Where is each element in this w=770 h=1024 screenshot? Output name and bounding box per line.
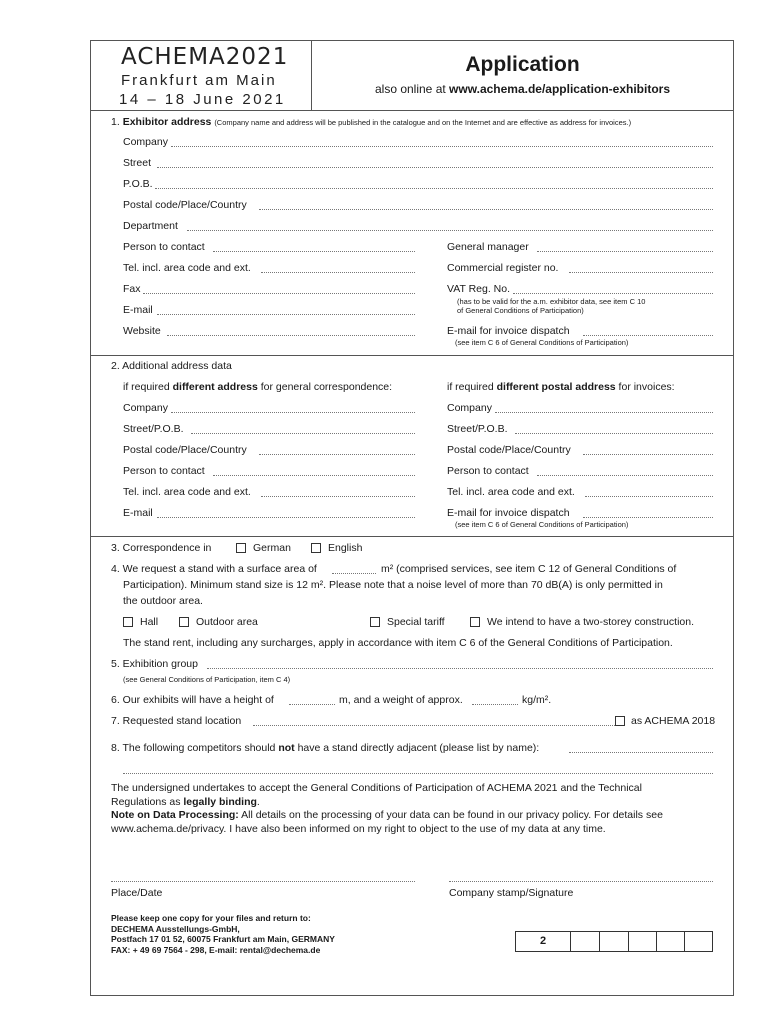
- exhibition-group-field[interactable]: [207, 668, 713, 669]
- competitors-field-2[interactable]: [123, 773, 713, 774]
- terms-l2-pre: Regulations as: [111, 795, 184, 808]
- s6-a: 6. Our exhibits will have a height of: [111, 694, 274, 706]
- online-note: [312, 82, 733, 96]
- s2-street-label-right: Street/P.O.B.: [447, 423, 508, 435]
- hall-label: Hall: [140, 616, 159, 628]
- s2-company-label-right: Company: [447, 402, 492, 414]
- application-form: [90, 40, 734, 996]
- s2-left-bold: different address: [172, 381, 258, 393]
- s1-fax-field[interactable]: [143, 293, 415, 294]
- code-box[interactable]: [656, 931, 685, 952]
- s2-postal-label: Postal code/Place/Country: [123, 444, 247, 456]
- german-checkbox[interactable]: [236, 543, 246, 553]
- terms-paragraph: [111, 782, 711, 836]
- s2-postal-label-right: Postal code/Place/Country: [447, 444, 571, 456]
- code-box[interactable]: [570, 931, 600, 952]
- logo-block: [91, 41, 312, 111]
- code-box[interactable]: [599, 931, 629, 952]
- s1-invoice-email-field[interactable]: [583, 335, 713, 336]
- s2-postal-field-right[interactable]: [583, 454, 713, 455]
- s2-invoice-email-field[interactable]: [583, 517, 713, 518]
- s2-street-field-right[interactable]: [515, 433, 713, 434]
- section-1-title: Exhibitor address: [122, 116, 212, 128]
- terms-line-3: [111, 809, 711, 823]
- s6-b: m, and a weight of approx.: [339, 694, 463, 706]
- weight-field[interactable]: [472, 704, 518, 705]
- s2-contact-field-right[interactable]: [537, 475, 713, 476]
- section-2-title: 2. Additional address data: [111, 360, 232, 372]
- stamp-signature-label: Company stamp/Signature: [449, 887, 574, 899]
- terms-line-1: The undersigned undertakes to accept the General Conditions of Participation of ACHEMA 2021 and the Technical: [111, 782, 642, 794]
- s1-fax-label: Fax: [123, 283, 141, 295]
- s2-company-field[interactable]: [171, 412, 415, 413]
- terms-l2-post: .: [256, 795, 260, 808]
- return-address: [111, 913, 335, 955]
- footer-line-4: FAX: + 49 69 7564 - 298, E-mail: rental@dechema.de: [111, 944, 321, 955]
- s2-left-post: for general correspondence:: [257, 381, 393, 393]
- place-date-label: Place/Date: [111, 887, 163, 899]
- achema-2018-label: as ACHEMA 2018: [631, 715, 716, 727]
- s1-contact-field[interactable]: [213, 251, 415, 252]
- divider: [91, 536, 733, 537]
- german-label: German: [253, 542, 291, 554]
- footer-line-2: DECHEMA Ausstellungs-GmbH,: [111, 923, 240, 934]
- terms-line-4: www.achema.de/privacy. I have also been informed on my right to object to the use of my data at any time.: [111, 822, 606, 835]
- s8-post: have a stand directly adjacent (please list by name):: [294, 742, 540, 754]
- s7-label: 7. Requested stand location: [111, 715, 242, 727]
- s2-email-field[interactable]: [157, 517, 415, 518]
- event-city: Frankfurt am Main: [121, 72, 277, 89]
- online-prefix: also online at: [374, 82, 450, 96]
- s2-contact-label-right: Person to contact: [447, 465, 529, 477]
- s1-pob-field[interactable]: [155, 188, 713, 189]
- event-dates: 14 – 18 June 2021: [119, 91, 286, 108]
- s1-company-label: Company: [123, 136, 168, 148]
- s8-pre: 8. The following competitors should: [111, 742, 279, 754]
- footer-line-3: Postfach 17 01 52, 60075 Frankfurt am Main, GERMANY: [111, 934, 335, 944]
- divider: [91, 355, 733, 356]
- s2-tel-field[interactable]: [261, 496, 415, 497]
- s1-department-field[interactable]: [187, 230, 713, 231]
- online-url-link[interactable]: www.achema.de/application-exhibitors: [449, 82, 670, 96]
- s2-tel-field-right[interactable]: [585, 496, 713, 497]
- height-field[interactable]: [289, 704, 335, 705]
- s1-street-field[interactable]: [157, 167, 713, 168]
- s1-website-label: Website: [123, 325, 161, 337]
- s1-register-label: Commercial register no.: [447, 262, 559, 274]
- s1-invoice-email-label: E-mail for invoice dispatch: [447, 325, 570, 337]
- s1-register-field[interactable]: [569, 272, 713, 273]
- s1-email-label: E-mail: [123, 304, 153, 316]
- s1-gm-field[interactable]: [537, 251, 713, 252]
- code-box[interactable]: [628, 931, 657, 952]
- section-1-note: (Company name and address will be published in the catalogue and on the Internet and are effective as address for invoices.): [214, 118, 632, 127]
- s1-vat-note-1: (has to be valid for the a.m. exhibitor data, see item C 10: [457, 297, 646, 306]
- two-storey-label: We intend to have a two-storey construction.: [487, 616, 694, 628]
- s2-company-label: Company: [123, 402, 168, 414]
- s2-postal-field[interactable]: [259, 454, 415, 455]
- s1-postal-field[interactable]: [259, 209, 713, 210]
- form-header: [91, 41, 733, 111]
- achema-logo: ACHEMA2021: [121, 44, 289, 70]
- stand-location-field[interactable]: [253, 725, 615, 726]
- s3-label: 3. Correspondence in: [111, 542, 212, 554]
- terms-l3-post: All details on the processing of your data can be found in our privacy policy. For details see: [238, 809, 663, 821]
- s2-left-pre: if required: [123, 381, 173, 393]
- competitors-field[interactable]: [569, 752, 713, 753]
- s2-right-post: for invoices:: [615, 381, 675, 393]
- terms-line-2: [111, 796, 711, 810]
- s2-invoice-email-label: E-mail for invoice dispatch: [447, 507, 570, 519]
- s2-left-heading: [123, 381, 392, 394]
- english-checkbox[interactable]: [311, 543, 321, 553]
- s2-invoice-note: (see item C 6 of General Conditions of Participation): [455, 520, 629, 529]
- s5-note: (see General Conditions of Participation, item C 4): [123, 675, 291, 684]
- s1-tel-field[interactable]: [261, 272, 415, 273]
- s4-line1-a: 4. We request a stand with a surface area of: [111, 563, 317, 575]
- s1-pob-label: P.O.B.: [123, 178, 153, 190]
- english-label: English: [328, 542, 363, 554]
- page-number: 2: [515, 931, 571, 952]
- two-storey-checkbox[interactable]: [470, 617, 480, 627]
- stand-area-field[interactable]: [332, 573, 376, 574]
- s4-line1-b: m² (comprised services, see item C 12 of General Conditions of: [381, 563, 677, 575]
- s1-company-field[interactable]: [171, 146, 713, 147]
- s2-street-label: Street/P.O.B.: [123, 423, 184, 435]
- page-title: Application: [465, 53, 580, 76]
- s2-contact-field[interactable]: [213, 475, 415, 476]
- footer-line-1: Please keep one copy for your files and return to:: [111, 913, 311, 923]
- s8-bold: not: [278, 742, 295, 754]
- stand-rent-note: The stand rent, including any surcharges, apply in accordance with item C 6 of the General Conditions of Participation.: [123, 637, 673, 649]
- terms-l3-bold: Note on Data Processing:: [111, 809, 239, 821]
- s1-street-label: Street: [123, 157, 152, 169]
- terms-l2-bold: legally binding: [183, 795, 257, 808]
- s1-postal-label: Postal code/Place/Country: [123, 199, 247, 211]
- s1-vat-label: VAT Reg. No.: [447, 283, 511, 295]
- s5-label: 5. Exhibition group: [111, 658, 198, 670]
- s2-street-field[interactable]: [191, 433, 415, 434]
- s2-tel-label: Tel. incl. area code and ext.: [123, 486, 251, 498]
- s2-tel-label-right: Tel. incl. area code and ext.: [447, 486, 575, 498]
- special-tariff-checkbox[interactable]: [370, 617, 380, 627]
- s4-line2: Participation). Minimum stand size is 12 m². Please note that a noise level of more than 70 dB(A) is only permitted in: [123, 579, 663, 591]
- outdoor-checkbox[interactable]: [179, 617, 189, 627]
- achema-2018-checkbox[interactable]: [615, 716, 625, 726]
- s6-c: kg/m².: [522, 694, 552, 706]
- s1-tel-label: Tel. incl. area code and ext.: [123, 262, 251, 274]
- hall-checkbox[interactable]: [123, 617, 133, 627]
- place-date-field[interactable]: [111, 881, 415, 882]
- s1-department-label: Department: [123, 220, 178, 232]
- s1-contact-label: Person to contact: [123, 241, 205, 253]
- outdoor-label: Outdoor area: [196, 616, 258, 628]
- s8-label: [111, 742, 539, 755]
- s1-website-field[interactable]: [167, 335, 415, 336]
- s1-invoice-note: (see item C 6 of General Conditions of Participation): [455, 338, 629, 347]
- s2-right-heading: [447, 381, 675, 394]
- special-tariff-label: Special tariff: [387, 616, 445, 628]
- s2-company-field-right[interactable]: [495, 412, 713, 413]
- s1-email-field[interactable]: [157, 314, 415, 315]
- s2-right-bold: different postal address: [496, 381, 616, 393]
- signature-field[interactable]: [449, 881, 713, 882]
- s2-right-pre: if required: [447, 381, 497, 393]
- s1-vat-field[interactable]: [513, 293, 713, 294]
- code-box[interactable]: [684, 931, 713, 952]
- s1-gm-label: General manager: [447, 241, 529, 253]
- section-1-heading: [111, 116, 631, 129]
- s1-vat-note-2: of General Conditions of Participation): [457, 306, 584, 315]
- section-1-number: 1.: [111, 116, 120, 128]
- s2-contact-label: Person to contact: [123, 465, 205, 477]
- s4-line3: the outdoor area.: [123, 595, 203, 607]
- s2-email-label: E-mail: [123, 507, 153, 519]
